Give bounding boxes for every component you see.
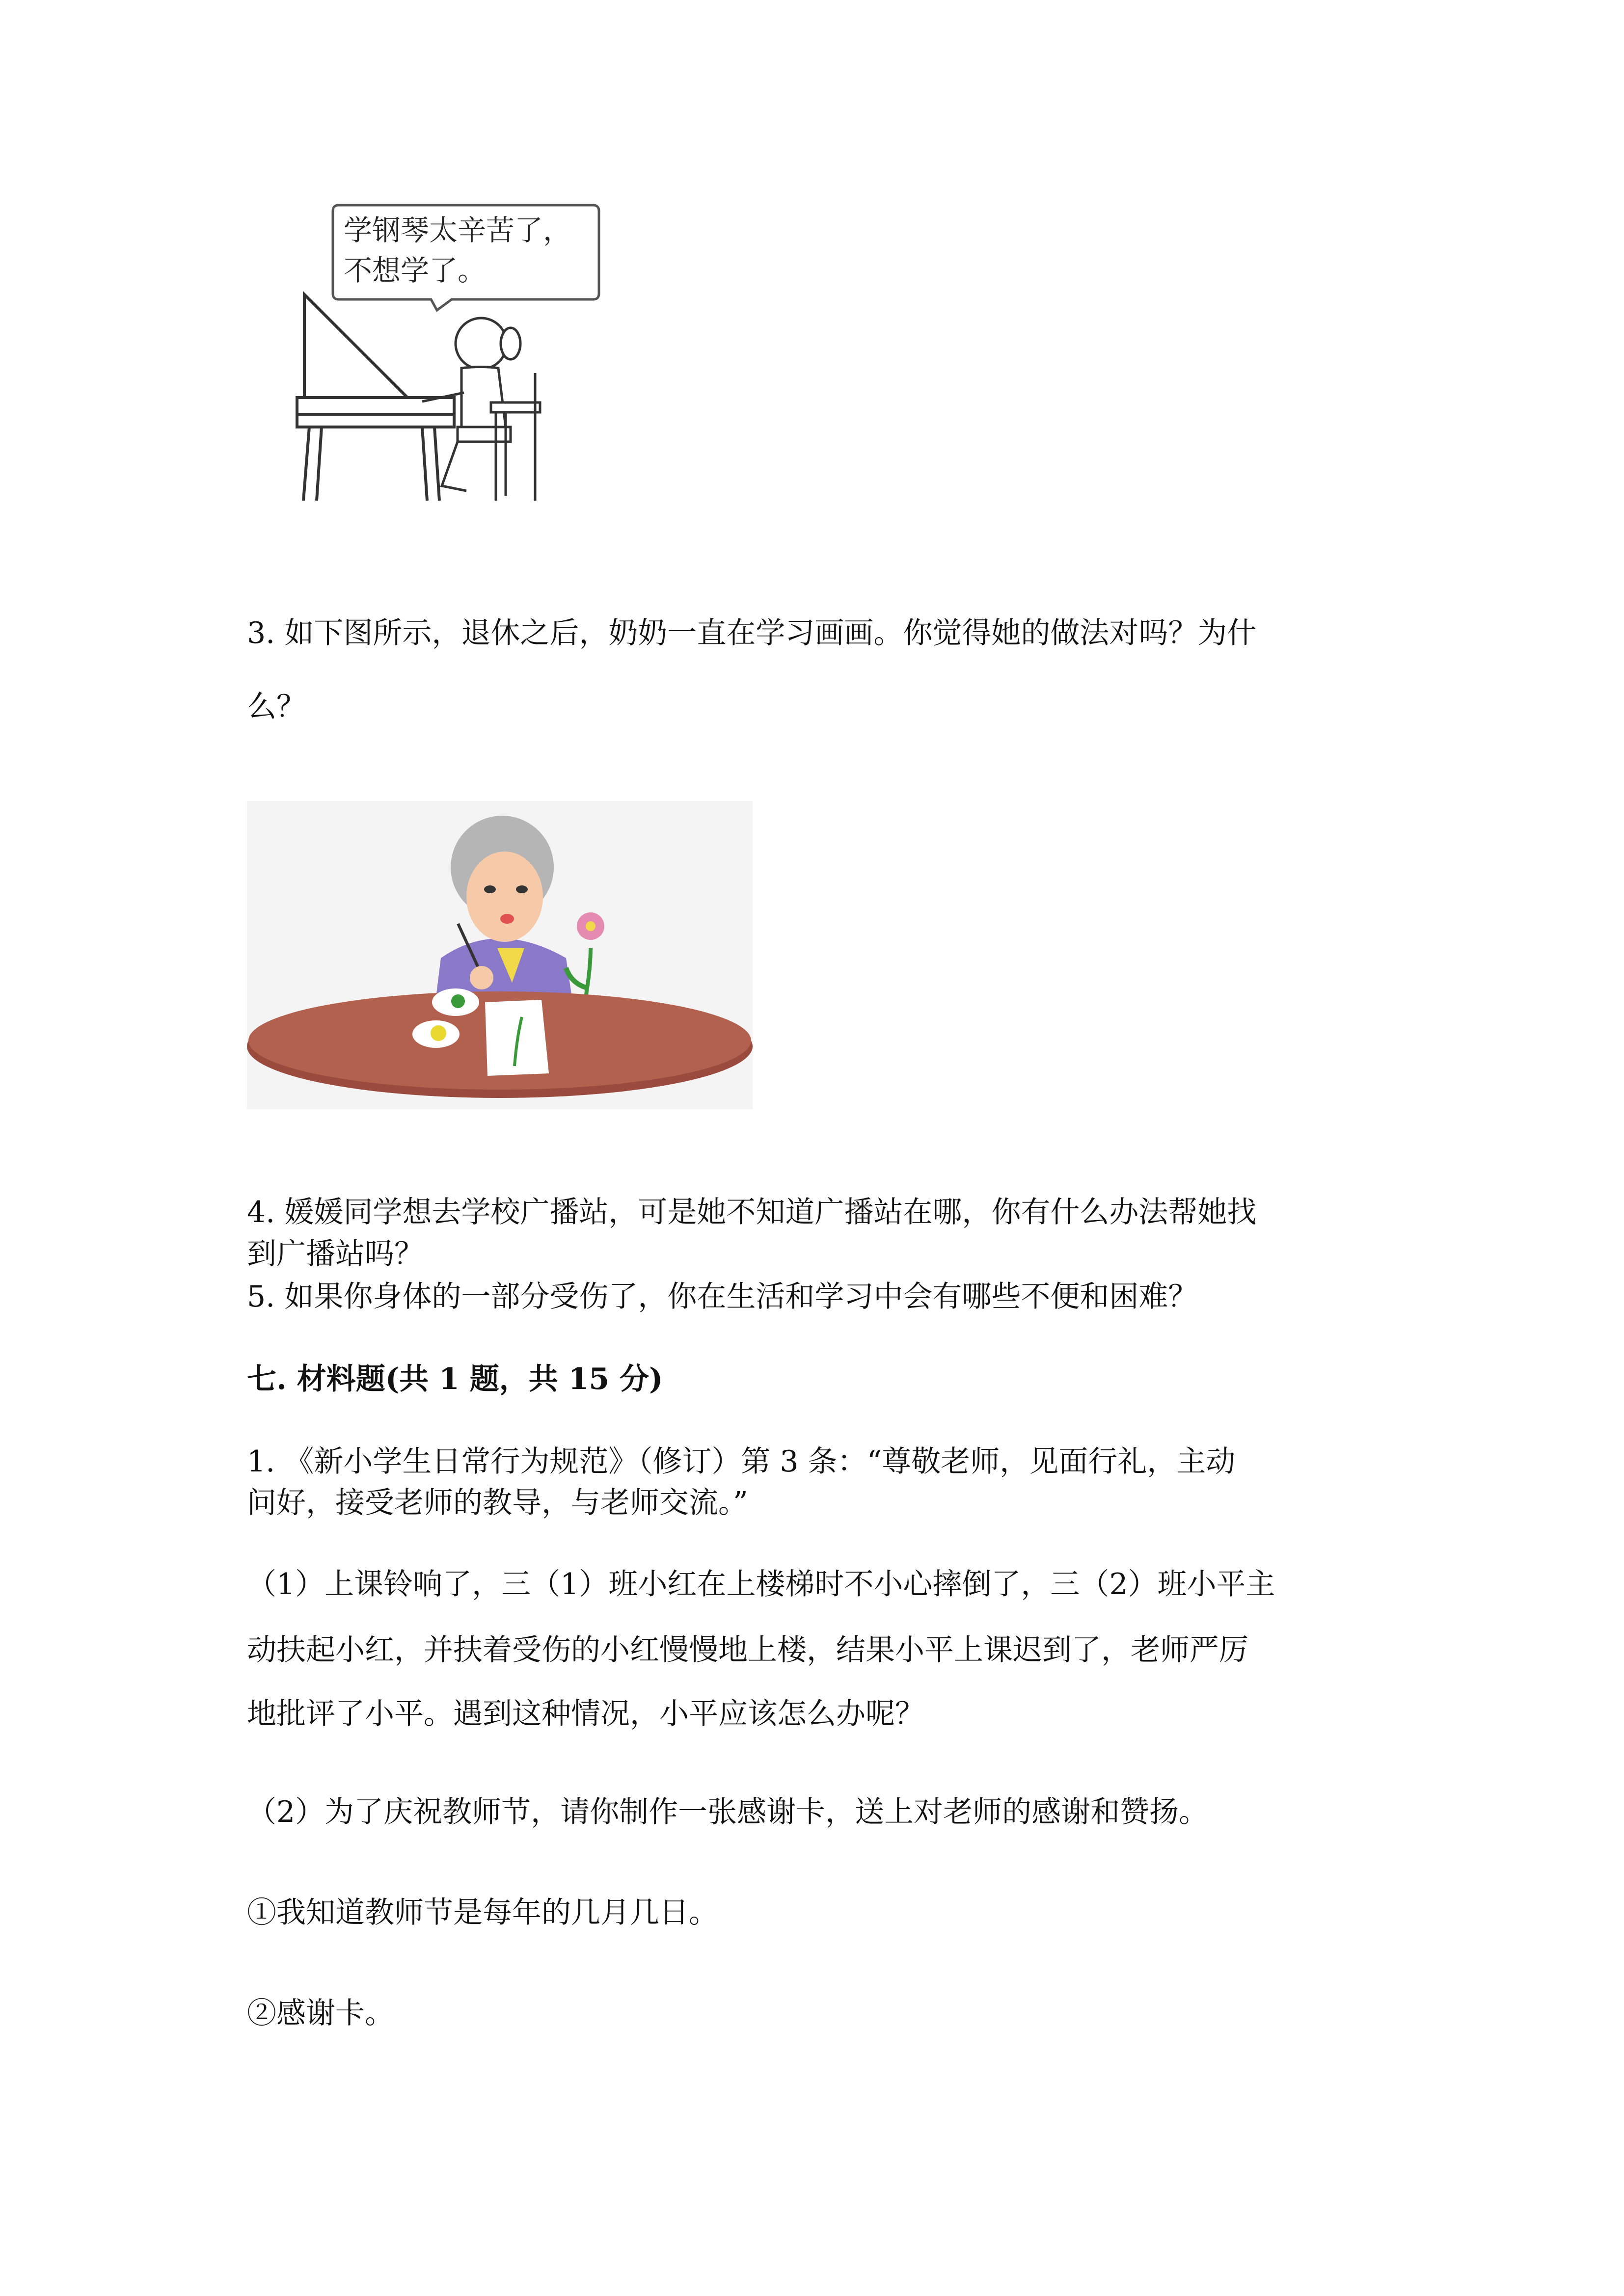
grandma-painting-illustration <box>247 801 753 1109</box>
q4-line2: 到广播站吗？ <box>247 1237 424 1271</box>
part1-line1: （1）上课铃响了，三（1）班小红在上楼梯时不小心摔倒了，三（2）班小平主 <box>247 1567 1275 1602</box>
part1-line2: 动扶起小红，并扶着受伤的小红慢慢地上楼，结果小平上课迟到了，老师严厉 <box>247 1633 1248 1667</box>
q3-line1: 3. 如下图所示，退休之后，奶奶一直在学习画画。你觉得她的做法对吗？为什 <box>247 616 1257 650</box>
section-title: 七. 材料题(共 1 题，共 15 分) <box>247 1362 663 1396</box>
speech-bubble-line1: 学钢琴太辛苦了， <box>344 214 572 247</box>
piano-girl-illustration <box>275 196 619 530</box>
q4-line1: 4. 媛媛同学想去学校广播站，可是她不知道广播站在哪，你有什么办法帮她找 <box>247 1195 1257 1229</box>
speech-bubble-line2: 不想学了。 <box>344 254 487 287</box>
q5-line1: 5. 如果你身体的一部分受伤了，你在生活和学习中会有哪些不便和困难？ <box>247 1280 1198 1314</box>
item2-thank-card: ②感谢卡。 <box>247 1996 394 2030</box>
part1-line3: 地批评了小平。遇到这种情况，小平应该怎么办呢？ <box>247 1697 924 1731</box>
item1-teachers-day: ①我知道教师节是每年的几月几日。 <box>247 1896 718 1930</box>
part2-line1: （2）为了庆祝教师节，请你制作一张感谢卡，送上对老师的感谢和赞扬。 <box>247 1795 1209 1829</box>
q3-line2: 么？ <box>247 690 306 724</box>
material-intro-line2: 问好，接受老师的教导，与老师交流。” <box>247 1486 748 1520</box>
material-intro-line1: 1. 《新小学生日常行为规范》（修订）第 3 条：“尊敬老师，见面行礼，主动 <box>247 1444 1236 1479</box>
